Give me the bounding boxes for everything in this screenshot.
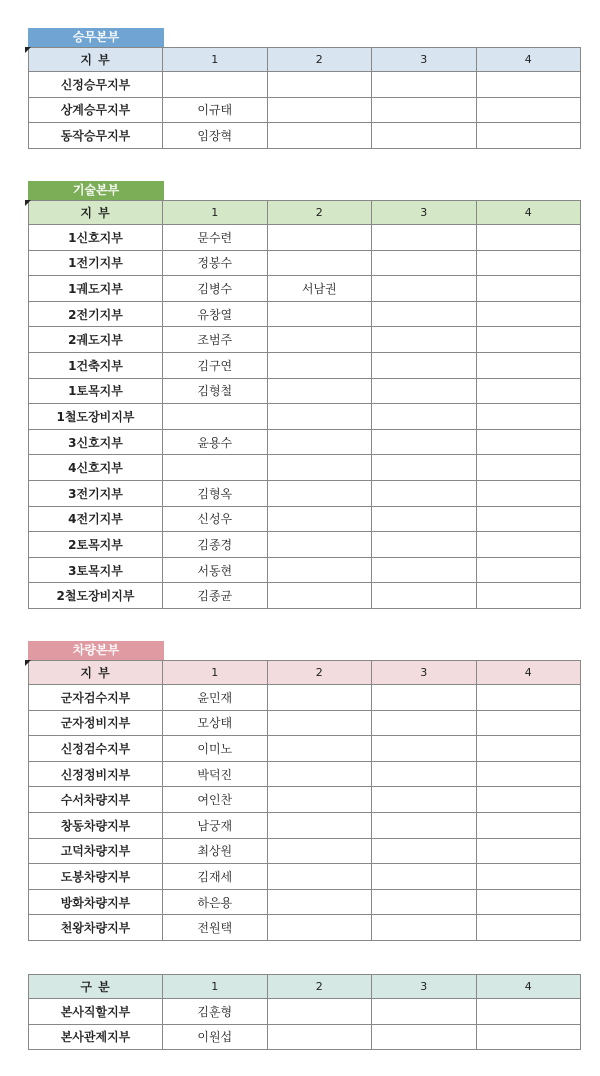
header-label: 지 부 [29,48,163,72]
branch-name: 1신호지부 [29,225,163,251]
member-cell [476,812,581,838]
member-cell [163,404,268,430]
roster-table [28,974,581,1050]
branch-name: 2토목지부 [29,532,163,558]
column-header: 4 [476,201,581,225]
column-header: 2 [267,201,372,225]
table-row [29,225,581,251]
member-cell [267,352,372,378]
column-header: 2 [267,48,372,72]
member-cell [267,327,372,353]
member-cell [476,1024,581,1050]
member-cell [476,583,581,609]
member-cell [267,736,372,762]
member-cell [372,838,477,864]
member-cell: 김훈형 [163,999,268,1025]
member-cell [372,250,477,276]
member-cell: 문수련 [163,225,268,251]
header-label: 구 분 [29,975,163,999]
member-cell [372,864,477,890]
member-cell [476,864,581,890]
column-header: 1 [163,48,268,72]
member-cell [476,97,581,123]
table-row [29,72,581,98]
branch-name: 1전기지부 [29,250,163,276]
branch-name: 신정검수지부 [29,736,163,762]
column-header: 3 [372,201,477,225]
member-cell: 윤용수 [163,429,268,455]
branch-name: 4전기지부 [29,506,163,532]
member-cell [372,915,477,941]
member-cell [372,327,477,353]
member-cell: 김종경 [163,532,268,558]
branch-name: 군자검수지부 [29,685,163,711]
branch-name: 4신호지부 [29,455,163,481]
column-header: 1 [163,661,268,685]
member-cell [476,506,581,532]
column-header: 1 [163,201,268,225]
column-header: 3 [372,975,477,999]
member-cell [267,685,372,711]
member-cell [372,72,477,98]
roster-table [28,660,581,941]
member-cell [372,736,477,762]
branch-name: 동작승무지부 [29,123,163,149]
table-header-row [29,201,581,225]
member-cell: 남궁재 [163,812,268,838]
branch-name: 본사직할지부 [29,999,163,1025]
column-header: 4 [476,975,581,999]
member-cell: 김재세 [163,864,268,890]
member-cell [267,583,372,609]
table-row [29,787,581,813]
member-cell [372,532,477,558]
table-row [29,685,581,711]
table-header-row [29,975,581,999]
member-cell [267,999,372,1025]
member-cell [267,301,372,327]
member-cell [267,97,372,123]
section-charyang [28,641,581,941]
table-row [29,378,581,404]
member-cell: 하은용 [163,889,268,915]
member-cell [267,915,372,941]
table-row [29,327,581,353]
table-row [29,480,581,506]
member-cell: 최상원 [163,838,268,864]
member-cell: 이규태 [163,97,268,123]
table-row [29,557,581,583]
column-header: 4 [476,48,581,72]
corner-marker [25,660,31,666]
member-cell [476,999,581,1025]
member-cell [267,838,372,864]
member-cell [372,480,477,506]
member-cell: 김구연 [163,352,268,378]
member-cell [267,250,372,276]
member-cell: 윤민재 [163,685,268,711]
roster-table [28,200,581,609]
table-header-row [29,661,581,685]
branch-name: 2궤도지부 [29,327,163,353]
branch-name: 1건축지부 [29,352,163,378]
branch-name: 본사관제지부 [29,1024,163,1050]
branch-name: 도봉차량지부 [29,864,163,890]
member-cell [372,352,477,378]
table-row [29,123,581,149]
member-cell [372,685,477,711]
member-cell [267,506,372,532]
member-cell [267,557,372,583]
member-cell: 김종균 [163,583,268,609]
branch-name: 수서차량지부 [29,787,163,813]
branch-name: 고덕차량지부 [29,838,163,864]
member-cell [476,761,581,787]
member-cell [163,72,268,98]
table-row [29,352,581,378]
member-cell: 여인찬 [163,787,268,813]
table-row [29,97,581,123]
member-cell [476,915,581,941]
table-row [29,915,581,941]
member-cell: 김병수 [163,276,268,302]
section-gisul [28,181,581,609]
member-cell [372,583,477,609]
branch-name: 2철도장비지부 [29,583,163,609]
member-cell [476,123,581,149]
table-row [29,864,581,890]
member-cell [476,557,581,583]
member-cell [476,404,581,430]
corner-marker [25,200,31,206]
member-cell: 서동현 [163,557,268,583]
column-header: 4 [476,661,581,685]
branch-name: 1궤도지부 [29,276,163,302]
table-row [29,429,581,455]
member-cell [476,429,581,455]
branch-name: 1철도장비지부 [29,404,163,430]
branch-name: 군자정비지부 [29,710,163,736]
member-cell [267,864,372,890]
member-cell [372,225,477,251]
roster-table [28,47,581,149]
table-row [29,583,581,609]
member-cell [267,710,372,736]
member-cell [372,1024,477,1050]
table-row [29,404,581,430]
member-cell [476,327,581,353]
member-cell [372,710,477,736]
member-cell [372,812,477,838]
member-cell: 모상태 [163,710,268,736]
branch-name: 1토목지부 [29,378,163,404]
header-label: 지 부 [29,201,163,225]
member-cell [267,404,372,430]
member-cell: 이원섭 [163,1024,268,1050]
column-header: 3 [372,661,477,685]
member-cell [267,123,372,149]
member-cell [476,455,581,481]
member-cell [267,455,372,481]
member-cell: 김형옥 [163,480,268,506]
column-header: 1 [163,975,268,999]
table-row [29,736,581,762]
member-cell [267,787,372,813]
member-cell: 정봉수 [163,250,268,276]
member-cell [267,532,372,558]
table-row [29,812,581,838]
member-cell [267,72,372,98]
table-row [29,532,581,558]
member-cell: 서남권 [267,276,372,302]
member-cell [267,429,372,455]
member-cell [267,1024,372,1050]
member-cell [267,761,372,787]
member-cell [163,455,268,481]
table-row [29,276,581,302]
table-row [29,761,581,787]
member-cell [476,225,581,251]
member-cell [476,378,581,404]
member-cell: 조범주 [163,327,268,353]
member-cell [476,889,581,915]
table-row [29,250,581,276]
member-cell [267,225,372,251]
member-cell: 김형철 [163,378,268,404]
member-cell [476,685,581,711]
branch-name: 방화차량지부 [29,889,163,915]
branch-name: 상계승무지부 [29,97,163,123]
table-row [29,1024,581,1050]
member-cell: 이미노 [163,736,268,762]
member-cell [372,123,477,149]
section-title: 승무본부 [28,28,164,47]
member-cell [372,999,477,1025]
member-cell: 전원택 [163,915,268,941]
table-row [29,889,581,915]
member-cell [372,761,477,787]
table-row [29,301,581,327]
branch-name: 3신호지부 [29,429,163,455]
member-cell [267,889,372,915]
member-cell: 유창열 [163,301,268,327]
member-cell: 박덕진 [163,761,268,787]
member-cell [476,72,581,98]
corner-marker [25,47,31,53]
member-cell [372,455,477,481]
column-header: 3 [372,48,477,72]
column-header: 2 [267,661,372,685]
branch-name: 신정정비지부 [29,761,163,787]
member-cell [372,378,477,404]
member-cell [372,787,477,813]
branch-name: 3전기지부 [29,480,163,506]
branch-name: 신정승무지부 [29,72,163,98]
member-cell [372,429,477,455]
table-header-row [29,48,581,72]
member-cell [476,838,581,864]
table-row [29,838,581,864]
member-cell [476,301,581,327]
table-row [29,999,581,1025]
member-cell [476,352,581,378]
member-cell [372,404,477,430]
member-cell [476,250,581,276]
section-bonsa [28,974,581,1050]
member-cell [267,378,372,404]
member-cell [372,97,477,123]
member-cell [372,276,477,302]
member-cell: 임장혁 [163,123,268,149]
member-cell [267,480,372,506]
branch-name: 3토목지부 [29,557,163,583]
member-cell [476,736,581,762]
section-seungmu [28,28,581,149]
member-cell [372,506,477,532]
member-cell [372,557,477,583]
member-cell: 신성우 [163,506,268,532]
table-row [29,710,581,736]
column-header: 2 [267,975,372,999]
member-cell [476,710,581,736]
branch-name: 창동차량지부 [29,812,163,838]
branch-name: 2전기지부 [29,301,163,327]
member-cell [476,276,581,302]
member-cell [267,812,372,838]
header-label: 지 부 [29,661,163,685]
table-row [29,506,581,532]
table-row [29,455,581,481]
member-cell [476,532,581,558]
section-title: 차량본부 [28,641,164,660]
member-cell [372,889,477,915]
section-title: 기술본부 [28,181,164,200]
branch-name: 천왕차량지부 [29,915,163,941]
member-cell [476,787,581,813]
member-cell [372,301,477,327]
member-cell [476,480,581,506]
